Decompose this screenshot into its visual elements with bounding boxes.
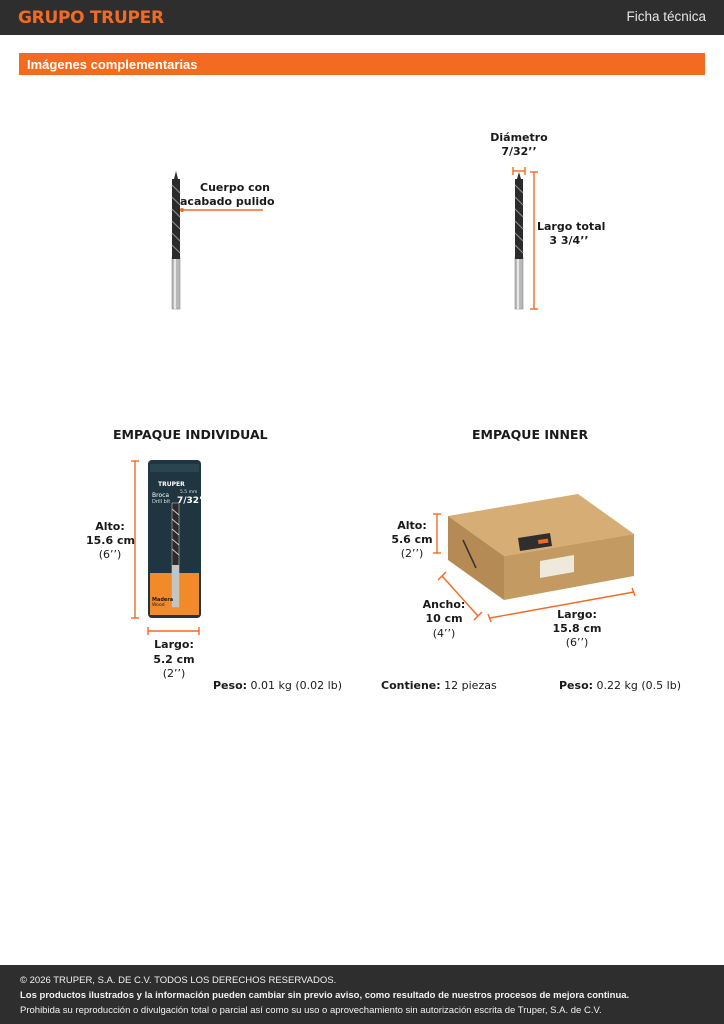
inner-package-title: EMPAQUE INNER: [472, 427, 589, 442]
individual-height-cm: 15.6 cm: [86, 534, 135, 547]
inner-width-in: (4’’): [432, 627, 456, 640]
inner-contents: [381, 679, 497, 692]
individual-package-title: EMPAQUE INDIVIDUAL: [113, 427, 268, 442]
inner-height-cm: 5.6 cm: [391, 533, 433, 546]
inner-weight-value: 0.22 kg (0.5 lb): [596, 679, 681, 692]
inner-height-label: Alto:: [397, 519, 427, 532]
bit-finish-label-line2: acabado pulido: [180, 195, 275, 208]
footer-copyright: © 2026 TRUPER, S.A. DE C.V. TODOS LOS DERECHOS RESERVADOS.: [20, 975, 337, 986]
section-title: Imágenes complementarias: [27, 57, 198, 72]
diameter-value: 7/32’’: [501, 145, 537, 158]
total-length-label: Largo total: [537, 220, 606, 233]
footer-notice: Los productos ilustrados y la información pueden cambiar sin previo aviso, como resultado de nuestros procesos de mejora continua.: [20, 990, 630, 1001]
inner-weight: [559, 679, 681, 692]
individual-weight: [213, 679, 342, 692]
package-card-size-mm: 5.5 mm: [180, 490, 198, 495]
inner-contents-label: Contiene:: [381, 679, 441, 692]
individual-weight-value: 0.01 kg (0.02 lb): [250, 679, 342, 692]
individual-height-in: (6’’): [98, 548, 122, 561]
footer-prohibited: Prohibida su reproducción o divulgación total o parcial así como su uso o aprovechamiento sin autorización escrita de Truper, S.A. de C.V.: [20, 1005, 602, 1016]
package-card-size-in: 7/32": [177, 496, 204, 506]
inner-height-in: (2’’): [400, 547, 424, 560]
bit-finish-label-line1: Cuerpo con: [200, 181, 270, 194]
top-bar: [0, 0, 724, 35]
diameter-label: Diámetro: [490, 131, 548, 144]
inner-weight-label: Peso:: [559, 679, 594, 692]
package-card-product: Broca: [152, 492, 170, 499]
package-card-material-en: Wood: [152, 603, 165, 608]
inner-length-cm: 15.8 cm: [552, 622, 602, 635]
individual-length-in: (2’’): [162, 667, 186, 680]
inner-length-label: Largo:: [557, 608, 597, 621]
package-card-brand: TRUPER: [158, 481, 185, 488]
individual-length-label: Largo:: [154, 638, 194, 651]
package-card-product-en: Drill bit: [152, 499, 171, 505]
individual-length-cm: 5.2 cm: [153, 653, 195, 666]
package-card-material: Madera: [152, 597, 174, 603]
total-length-value: 3 3/4’’: [549, 234, 589, 247]
section-header: [19, 53, 705, 75]
inner-contents-value: 12 piezas: [444, 679, 497, 692]
individual-weight-label: Peso:: [213, 679, 248, 692]
individual-height-label: Alto:: [95, 520, 125, 533]
footer: [0, 965, 724, 1024]
brand-logo: GRUPO TRUPER: [18, 8, 164, 28]
inner-width-cm: 10 cm: [425, 612, 463, 625]
document-type: Ficha técnica: [626, 9, 706, 24]
inner-width-label: Ancho:: [422, 598, 466, 611]
inner-length-in: (6’’): [565, 636, 589, 649]
